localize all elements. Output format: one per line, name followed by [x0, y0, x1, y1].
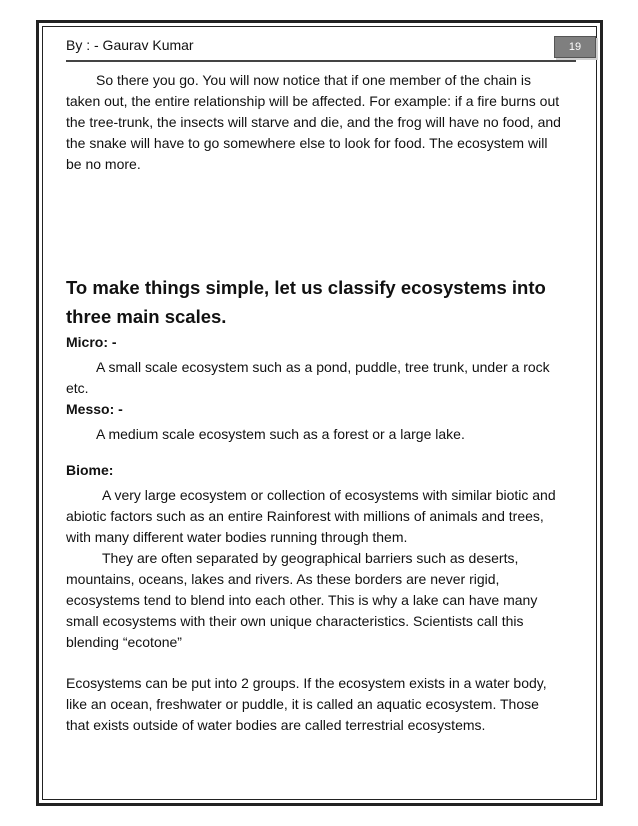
- section-heading: To make things simple, let us classify ecosystems into three main scales.: [66, 277, 546, 327]
- messo-text: A medium scale ecosystem such as a forest or a large lake.: [96, 426, 465, 442]
- page-content: [66, 62, 562, 736]
- biome-paragraph-2: They are often separated by geographical barriers such as deserts, mountains, oceans, lakes and rivers. As these borders are never rigid, ecosystems tend to blend into each other. This is why a lake can have many small ecosystems with their own unique characteristics. Scientists call this blending “ecotone”: [66, 550, 538, 650]
- page-number-badge: 19: [554, 36, 596, 58]
- page-header: [66, 36, 582, 62]
- biome-label: Biome:: [66, 462, 114, 478]
- biome-paragraph-1: A very large ecosystem or collection of ecosystems with similar biotic and abiotic factors such as an entire Rainforest with millions of animals and trees, with many different water bodies running through them.: [66, 487, 556, 545]
- author-line: By : - Gaurav Kumar: [66, 37, 194, 53]
- micro-text: A small scale ecosystem such as a pond, puddle, tree trunk, under a rock etc.: [66, 359, 550, 396]
- groups-paragraph: Ecosystems can be put into 2 groups. If the ecosystem exists in a water body, like an ocean, freshwater or puddle, it is called an aquatic ecosystem. Those that exists outside of water bodies are called terrestrial ecosystems.: [66, 675, 547, 733]
- micro-label: Micro: -: [66, 334, 117, 350]
- intro-paragraph: So there you go. You will now notice that if one member of the chain is taken out, the entire relationship will be affected. For example: if a fire burns out the tree-trunk, the insects will starve and die, and the frog will have no food, and the snake will have to go somewhere else to look for food. The ecosystem will be no more.: [66, 72, 561, 172]
- messo-label: Messo: -: [66, 401, 123, 417]
